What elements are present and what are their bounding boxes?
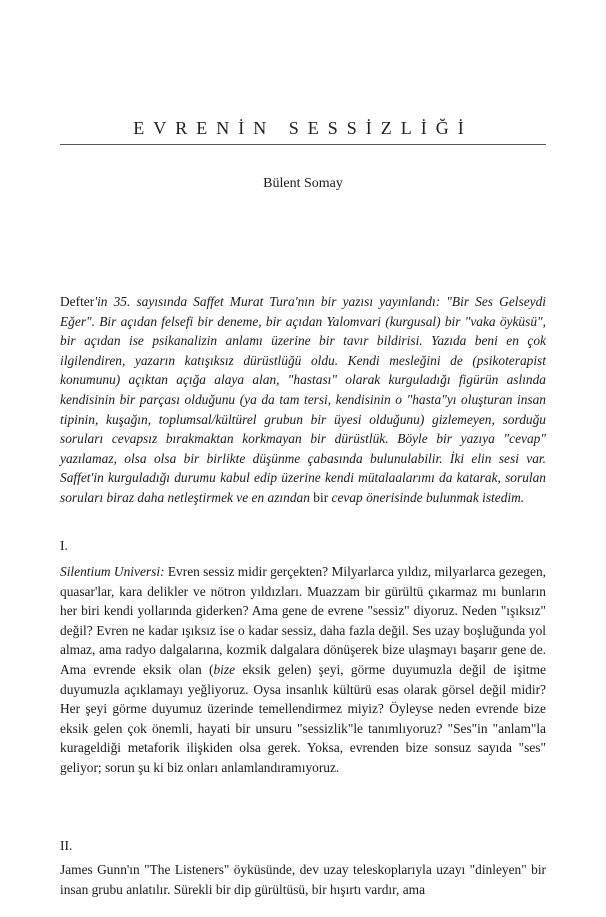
article-title: EVRENİN SESSİZLİĞİ	[133, 118, 473, 138]
section-2-paragraph	[60, 860, 546, 899]
abstract-italic-1: 'in 35. sayısında Saffet Murat Tura'nın bir yazısı yayınlandı: "Bir Ses Gelseydi Eğer". Bir açıdan felsefi bir deneme, bir açıdan Yalomvari (kurgusal) bir "vaka öyküsü", bir açıdan ise psikanalizin anlamı üzerine bir tavır bildirisi. Yazıda beni en çok ilgilendiren, yazarın katışıksız dürüstlüğü oldu. Kendi mesleğini de (psikoterapist konumunu) açıktan açığa alaya alan, "hastası" olarak kurguladığı figürün aslında kendisinin bir parçası olduğunu (ya da tam tersi, kendisinin o "hasta"yı oluşturan insan tipinin, kuşağın, toplumsal/kültürel grubun bir üyesi olduğunu) gizlemeyen, sorduğu soruları cevapsız bırakmaktan korkmayan bir dürüstlük. Böyle bir yazıya "cevap" yazılamaz, olsa olsa bir birlikte düşünme çabasında bulunulabilir. İki elin sesi var. Saffet'in kurguladığı durumu kabul edip üzerine kendi mütalaalarımı da katarak, sorulan soruları biraz daha netleştirmek ve en azından	[60, 294, 546, 505]
section-2-heading: II.	[60, 838, 73, 853]
section-1-italic-lead: Silentium Universi:	[60, 564, 165, 579]
abstract-italic-2: cevap önerisinde bulunmak istedim.	[331, 489, 525, 505]
section-1-paragraph	[60, 562, 546, 778]
abstract-lead: Defter	[60, 294, 95, 309]
section-1-text-1: Evren sessiz midir gerçekten? Milyarlarca yıldız, milyarlarca gezegen, quasar'lar, kara delikler ve nötron yıldızları. Muazzam bir gürültü çıkarmaz mı bunların her biri kendi yollarında giderken? Ama gene de evrene "sessiz" diyoruz. Neden "ışıksız" değil? Evren ne kadar ışıksız ise o kadar sessiz, daha fazla değil. Ses uzay boşluğunda yol almaz, ama radyo dalgalarına, kozmik dalgalara dönüşerek bize ulaşmayı başarır gene de. Ama evrende eksik olan (	[60, 564, 546, 677]
abstract-plain-mid: bir	[309, 489, 332, 505]
section-1-italic-mid: bize	[213, 661, 236, 677]
abstract-paragraph	[60, 292, 546, 508]
section-2-text: James Gunn'ın "The Listeners" öyküsünde, dev uzay teleskoplarıyla uzayı "dinleyen" bir insan grubu anlatılır. Sürekli bir dip gürültüsü, bir hışırtı vardır, ama	[60, 862, 546, 897]
author-name: Bülent Somay	[263, 176, 343, 191]
section-1-heading: I.	[60, 538, 68, 553]
section-1-text-2: eksik gelen) şeyi, görme duyumuzla değil de işitme duyumuzla açıklamayı yeğliyoruz. Oysa insanlık kültürü esas olarak görsel değil midir? Her şeyi görme duyumuz üzerinde temellendirmez miyiz? Öyleyse neden evrende bize eksik gelen çok önemli, hayati bir unsuru "sessizlik"le tanımlıyoruz? "Ses"in "anlam"la kurageldiği metaforik ilişkiden olsa gerek. Yoksa, evrenden bize sonsuz sayıda "ses" geliyor; sorun şu ki biz onları anlamlandıramıyoruz.	[60, 661, 546, 775]
title-rule	[60, 144, 546, 145]
